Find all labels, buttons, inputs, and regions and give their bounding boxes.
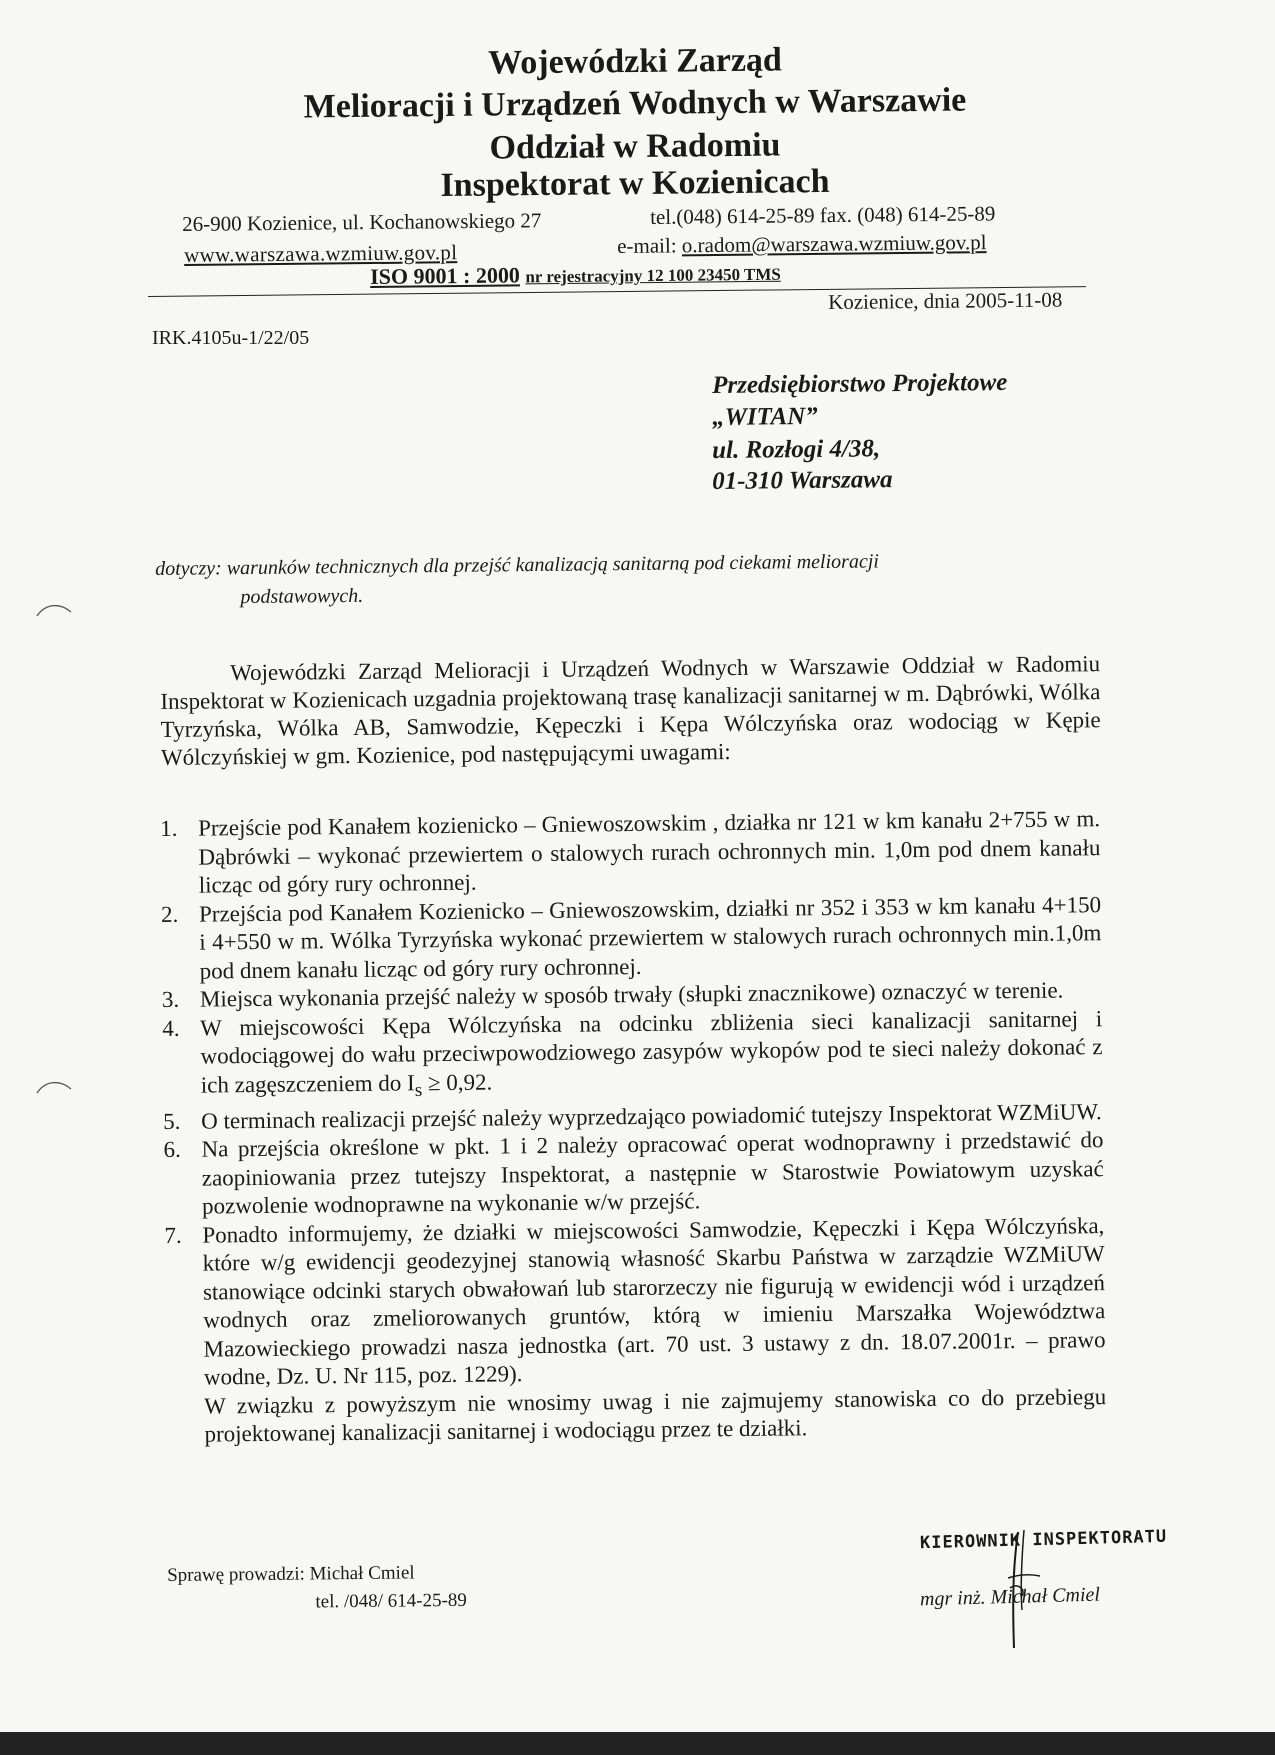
list-item <box>163 1126 1104 1221</box>
list-number: 5. <box>163 1108 181 1134</box>
list-item <box>162 1005 1103 1108</box>
subject-label: dotyczy: <box>155 557 222 580</box>
header-address: 26-900 Kozienice, ul. Kochanowskiego 27 <box>182 208 542 236</box>
conditions-list <box>160 805 1107 1449</box>
closing-statement: W związku z powyższym nie wnosimy uwag i nie zajmujemy stanowiska co do przebiegu projektowanej kanalizacji sanitarnej i wodociągu przez te działki. <box>204 1383 1107 1447</box>
list-text-after: ≥ 0,92. <box>422 1069 493 1095</box>
subscript-s: s <box>414 1079 423 1101</box>
recipient-line-2: „WITAN” <box>712 402 818 431</box>
list-number: 3. <box>161 986 180 1012</box>
list-text: Przejścia pod Kanałem Kozienicko – Gniewoszowskim, działki nr 352 i 353 w km kanału 4+150 i 4+550 w m. Wólka Tyrzyńska wykonać przewiertem w stalowych rurach ochronnych min.1,0m pod dnem kanału licząc od góry rury ochronnej. <box>198 891 1102 984</box>
recipient-line-3: ul. Rozłogi 4/38, <box>712 435 881 464</box>
signature-icon <box>1000 1530 1060 1650</box>
subject-line <box>155 546 1036 613</box>
list-number: 7. <box>164 1222 182 1248</box>
signature-stamp <box>919 1526 1168 1650</box>
list-item <box>161 891 1102 986</box>
header-line-1: Wojewódzki Zarząd <box>487 41 783 82</box>
list-text: O terminach realizacji przejść należy wyprzedzająco powiadomić tutejszy Inspektorat WZMiUW. <box>201 1098 1102 1134</box>
header-website-link[interactable]: www.warszawa.wzmiuw.gov.pl <box>184 240 458 267</box>
handled-by-block <box>167 1559 467 1618</box>
list-number: 4. <box>162 1015 180 1041</box>
stamp-name: mgr inż. Michał Cmiel <box>919 1583 1101 1611</box>
list-item <box>164 1212 1106 1393</box>
letter-date: Kozienice, dnia 2005-11-08 <box>828 287 1063 314</box>
header-line-2: Melioracji i Urządzeń Wodnych w Warszawie <box>303 81 967 126</box>
header-line-3: Oddział w Radomiu <box>489 126 781 167</box>
header-phone: tel.(048) 614-25-89 fax. (048) 614-25-89 <box>650 201 996 229</box>
handler-phone: tel. /048/ 614-25-89 <box>315 1589 467 1613</box>
list-item <box>160 805 1101 900</box>
email-label: e-mail: <box>617 233 677 258</box>
intro-paragraph: Wojewódzki Zarząd Melioracji i Urządzeń Wodnych w Warszawie Oddział w Radomiu Inspektorat w Kozienicach uzgadnia projektowaną trasę kanalizacji sanitarnej w m. Dąbrówki, Wólka Tyrzyńska, Wólka AB, Samwodzie, Kępeczki i Kępa Wólczyńska oraz wodociąg w Kępie Wólczyńskiej w gm. Kozienice, pod następującymi uwagami: <box>160 651 1101 770</box>
subject-text-cont: podstawowych. <box>240 584 364 609</box>
iso-certification <box>370 260 781 290</box>
header-line-4: Inspektorat w Kozienicach <box>440 162 830 205</box>
list-text: Przejście pod Kanałem kozienicko – Gniewoszowskim , działka nr 121 w km kanału 2+755 w m. Dąbrówki – wykonać przewiertem o stalowych rurach ochronnych min. 1,0m pod dnem kanału licząc od góry rury ochronnej. <box>198 806 1101 898</box>
stamp-title: KIEROWNIK INSPEKTORATU <box>919 1526 1168 1554</box>
list-number: 2. <box>160 901 179 927</box>
list-text: Miejsca wykonania przejść należy w sposób trwały (słupki znacznikowe) oznaczyć w terenie. <box>199 977 1064 1012</box>
registration-number: nr rejestracyjny 12 100 23450 TMS <box>525 264 781 287</box>
scan-mark-icon <box>35 1077 75 1097</box>
handled-by: Sprawę prowadzi: Michał Cmiel <box>167 1562 415 1586</box>
list-text <box>200 1005 1103 1108</box>
list-number: 1. <box>160 815 178 841</box>
subject-text: warunków technicznych dla przejść kanalizacją sanitarną pod ciekami melioracji <box>226 550 879 580</box>
header-email-row <box>617 230 987 259</box>
list-text: Na przejścia określone w pkt. 1 i 2 należy opracować operat wodnoprawny i przedstawić do zaopiniowania przez tutejszy Inspektorat, a następnie w Starostwie Powiatowym uzyskać pozwolenie wodnoprawne na wykonanie w/w przejść. <box>201 1127 1104 1219</box>
reference-number: IRK.4105u-1/22/05 <box>152 327 310 349</box>
recipient-line-4: 01-310 Warszawa <box>712 466 893 495</box>
scan-bottom-edge <box>0 1732 1275 1755</box>
scan-mark-icon <box>35 600 75 620</box>
list-text: Ponadto informujemy, że działki w miejscowości Samwodzie, Kępeczki i Kępa Wólczyńska, które w/g ewidencji geodezyjnej stanowią własność Skarbu Państwa w zarządzie WZMiUW stanowiące odcinki starych obwałowań lub starorzeczy nie figurują w ewidencji wód i urządzeń wodnych oraz zmeliorowanych gruntów, którą w imieniu Marszałka Województwa Mazowieckiego prowadzi nasza jednostka (art. 70 ust. 3 ustawy z dn. 18.07.2001r. – prawo wodne, Dz. U. Nr 115, poz. 1229). <box>202 1212 1106 1390</box>
list-number: 6. <box>163 1136 181 1163</box>
list-text-main: W miejscowości Kępa Wólczyńska na odcinku zbliżenia sieci kanalizacji sanitarnej i wodociągowej do wału przeciwpowodziowego zasypów wykopów pod te sieci należy dokonać z ich zagęszczeniem do I <box>200 1005 1103 1098</box>
recipient-line-1: Przedsiębiorstwo Projektowe <box>712 368 1008 399</box>
header-email-link[interactable]: o.radom@warszawa.wzmiuw.gov.pl <box>681 230 987 258</box>
iso-label: ISO 9001 : 2000 <box>370 262 521 289</box>
